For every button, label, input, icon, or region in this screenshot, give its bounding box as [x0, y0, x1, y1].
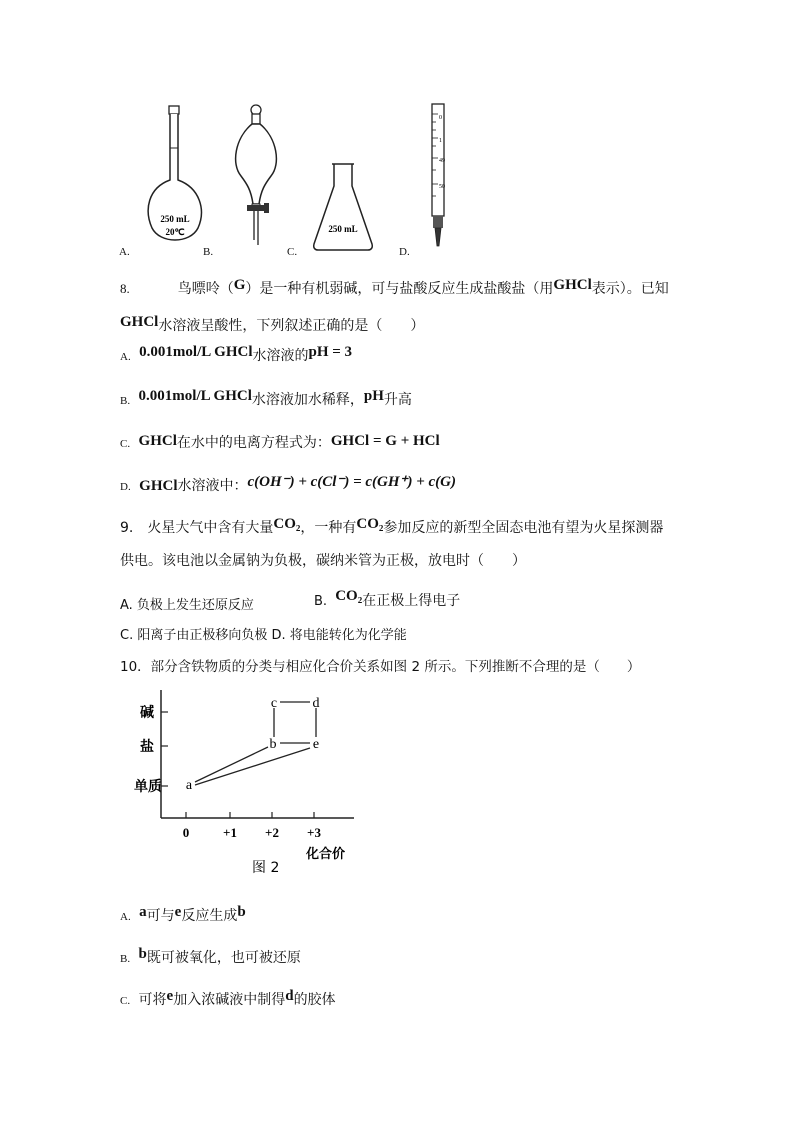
q8-option-a-text: 水溶液的: [252, 348, 309, 364]
q10-option-a[interactable]: [120, 905, 246, 925]
q8-stem-text3: 表示）。已知: [591, 281, 669, 297]
separatory-funnel-figure: [225, 100, 295, 250]
q8-option-c[interactable]: [120, 432, 440, 452]
apparatus-label-a: A.: [119, 246, 130, 258]
q10-option-a-text1: 可与: [146, 908, 175, 924]
q8-option-b-text1: 水溶液加水稀释，: [251, 392, 364, 408]
q8-stem-text4: 水溶液呈酸性，下列叙述正确的是（ ）: [158, 318, 425, 334]
q9-stem-text1: 火星大气中含有大量: [147, 520, 274, 536]
erlenmeyer-volume-label: 250 mL: [328, 224, 358, 234]
burette-mark-49: 49: [439, 158, 445, 164]
q10-option-c-text2: 加入浓碱液中制得: [173, 992, 286, 1008]
y-label-salt: 盐: [140, 740, 154, 755]
q10-option-a-sym-b: b: [237, 904, 246, 920]
apparatus-label-d: D.: [399, 246, 410, 258]
q10-option-a-sym-e: e: [174, 904, 182, 920]
erlenmeyer-flask-figure: [308, 160, 378, 252]
q8-option-a-formula2: pH = 3: [308, 344, 353, 360]
x-tick-plus3: +3: [307, 825, 321, 840]
q8-option-b[interactable]: [120, 389, 412, 409]
q9-formula-co2-2: CO₂: [356, 516, 384, 532]
y-label-element: 单质: [134, 780, 162, 795]
q8-stem-line1: [120, 278, 669, 298]
q8-option-a-label: A.: [120, 351, 131, 363]
q8-option-c-label: C.: [120, 438, 131, 450]
q10-option-a-text2: 反应生成: [181, 908, 238, 924]
q8-option-d-text: 水溶液中：: [177, 478, 248, 494]
q9-stem-text3: 参加反应的新型全固态电池有望为火星探测器: [383, 520, 664, 536]
apparatus-label-b: B.: [203, 246, 214, 258]
q8-option-a-formula1: 0.001mol/L GHCl: [139, 344, 253, 360]
q9-option-b-label: B.: [314, 594, 328, 609]
q9-option-a[interactable]: A. 负极上发生还原反应: [120, 598, 254, 613]
q10-valence-figure: [120, 682, 360, 882]
burette-figure: [420, 100, 460, 255]
q10-option-c-sym-e: e: [166, 988, 174, 1004]
x-axis-label: 化合价: [306, 847, 346, 862]
q10-option-b[interactable]: [120, 947, 301, 967]
q10-option-b-label: B.: [120, 953, 131, 965]
q9-stem-text2: ，一种有: [300, 520, 357, 536]
point-d: d: [312, 696, 320, 711]
q8-formula-ghcl-2: GHCl: [120, 314, 159, 330]
q10-option-c-label: C.: [120, 995, 131, 1007]
x-tick-plus1: +1: [223, 825, 237, 840]
q8-option-c-formula1: GHCl: [138, 433, 177, 449]
q9-stem-line1: [120, 517, 663, 537]
q10-option-a-sym-a: a: [139, 904, 147, 920]
q10-option-b-text: 既可被氧化，也可被还原: [146, 950, 301, 966]
q9-options-c-d[interactable]: C. 阳离子由正极移向负极 D. 将电能转化为化学能: [120, 628, 407, 643]
point-c: c: [270, 696, 278, 711]
flask-volume-label: 250 mL: [160, 214, 190, 224]
q10-option-c-sym-d: d: [285, 988, 294, 1004]
q8-option-d-formula2: c(OH⁻) + c(Cl⁻) = c(GH⁺) + c(G): [247, 474, 456, 490]
q8-option-b-text2: 升高: [383, 392, 412, 408]
q9-formula-co2: CO₂: [273, 516, 301, 532]
q9-stem-line2: 供电。该电池以金属钠为负极，碳纳米管为正极，放电时（ ）: [120, 553, 526, 569]
q8-formula-g: G: [233, 277, 246, 293]
point-e: e: [312, 737, 320, 752]
q9-option-b-text: 在正极上得电子: [362, 593, 461, 609]
q10-option-c-text3: 的胶体: [293, 992, 336, 1008]
q8-number: 8.: [120, 281, 130, 296]
flask-temp-label: 20℃: [165, 227, 185, 237]
q8-stem-text2: ）是一种有机弱碱，可与盐酸反应生成盐酸盐（用: [245, 281, 554, 297]
q8-option-c-formula2: GHCl = G + HCl: [330, 433, 440, 449]
q10-option-c-text1: 可将: [138, 992, 167, 1008]
burette-mark-1: 1: [439, 138, 442, 144]
line-a-e: [195, 748, 310, 785]
q8-option-d-formula1: GHCl: [139, 478, 178, 494]
q10-option-b-sym-b: b: [138, 946, 147, 962]
burette-mark-50: 50: [439, 184, 445, 190]
q9-option-b[interactable]: [314, 590, 460, 610]
y-label-base: 碱: [140, 706, 154, 721]
volumetric-flask-figure: [140, 100, 210, 250]
q10-stem: 10．部分含铁物质的分类与相应化合价关系如图 2 所示。下列推断不合理的是（ ）: [120, 659, 641, 675]
apparatus-label-c: C.: [287, 246, 298, 258]
q8-stem-text1: 鸟嘌呤（: [177, 281, 234, 297]
q10-option-c[interactable]: [120, 989, 336, 1009]
q10-option-a-label: A.: [120, 911, 131, 923]
q9-number: 9.: [120, 520, 134, 536]
q8-option-b-formula1: 0.001mol/L GHCl: [138, 388, 252, 404]
q8-stem-line2: [120, 315, 424, 335]
q8-formula-ghcl: GHCl: [553, 277, 592, 293]
x-tick-0: 0: [182, 825, 190, 840]
q8-option-c-text: 在水中的电离方程式为：: [176, 435, 331, 451]
figure-caption: 图 2: [252, 860, 280, 876]
q8-option-b-label: B.: [120, 395, 131, 407]
point-a: a: [185, 778, 193, 793]
burette-mark-0: 0: [439, 115, 442, 121]
q8-option-d[interactable]: [120, 475, 456, 495]
q8-option-b-formula2: pH: [363, 388, 384, 404]
q9-option-b-formula: CO₂: [335, 588, 363, 604]
q8-option-d-label: D.: [120, 481, 131, 493]
x-tick-plus2: +2: [265, 825, 279, 840]
q8-option-a[interactable]: [120, 345, 352, 365]
point-b: b: [269, 737, 277, 752]
